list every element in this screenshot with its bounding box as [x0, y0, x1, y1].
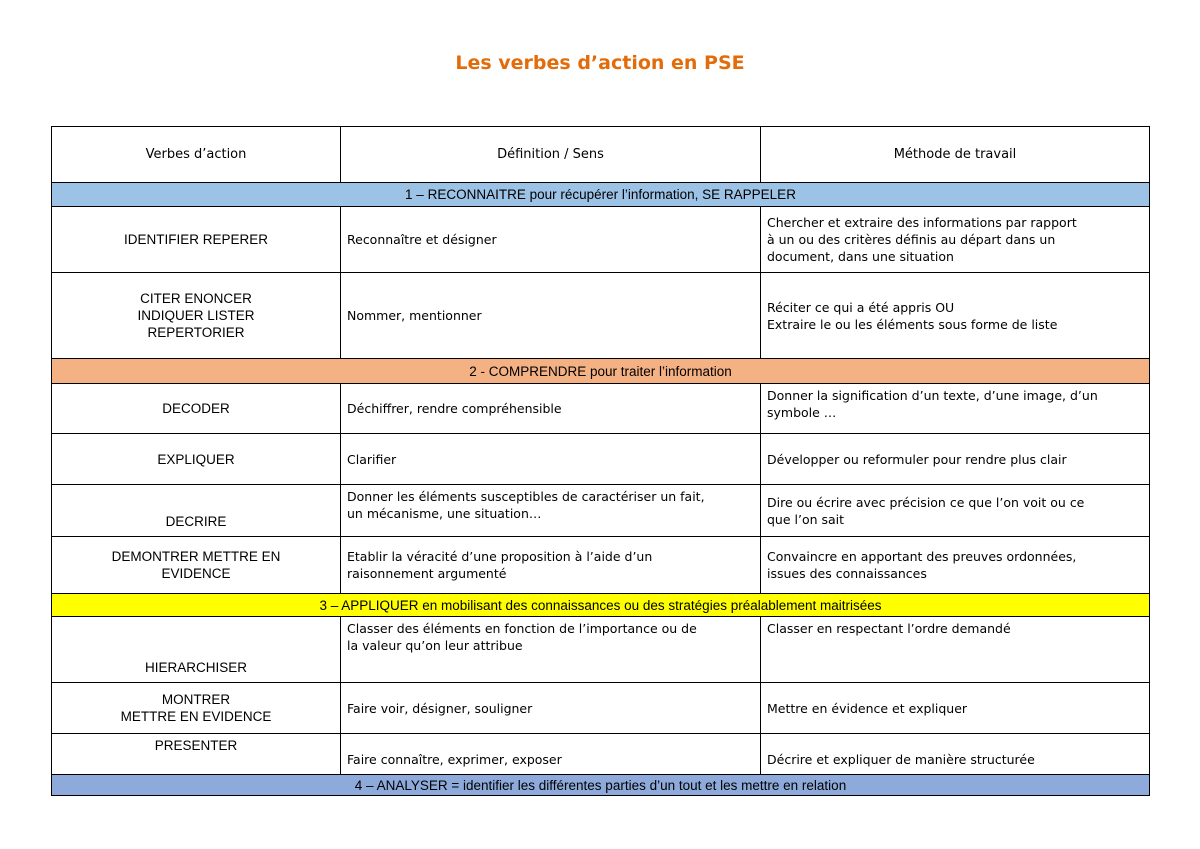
table-row	[52, 384, 1150, 434]
method-line: Chercher et extraire des informations par rapport	[767, 215, 1077, 230]
method-cell	[761, 485, 1150, 537]
definition-cell	[341, 537, 761, 594]
verb-cell	[52, 734, 341, 775]
table-row	[52, 485, 1150, 537]
verb-line: CITER ENONCER	[140, 291, 252, 306]
verb-cell	[52, 273, 341, 359]
method-line: Développer ou reformuler pour rendre plus clair	[767, 451, 1067, 467]
definition-cell	[341, 434, 761, 485]
method-line: Classer en respectant l’ordre demandé	[767, 621, 1011, 636]
method-line: document, dans une situation	[767, 249, 954, 264]
definition-line: Déchiffrer, rendre compréhensible	[347, 401, 562, 416]
section-row-4	[52, 775, 1150, 796]
method-line: à un ou des critères définis au départ dans un	[767, 232, 1056, 247]
header-method: Méthode de travail	[761, 127, 1150, 183]
definition-line: Classer des éléments en fonction de l’importance ou de	[347, 621, 697, 636]
document-title: Les verbes d’action en PSE	[455, 52, 745, 74]
verb-line: DEMONTRER METTRE EN	[111, 549, 281, 564]
verb-cell	[52, 537, 341, 594]
section-label-1: 1 – RECONNAITRE pour récupérer l’information, SE RAPPELER	[52, 183, 1150, 207]
verb-line: IDENTIFIER REPERER	[123, 232, 269, 247]
method-line: Donner la signification d’un texte, d’une image, d’un	[767, 388, 1098, 403]
table-row	[52, 273, 1150, 359]
method-cell	[761, 617, 1150, 683]
definition-line: Reconnaître et désigner	[347, 232, 497, 247]
section-row-2	[52, 359, 1150, 384]
section-label-3: 3 – APPLIQUER en mobilisant des connaissances ou des stratégies préalablement maitrisées	[52, 594, 1150, 617]
verb-cell	[52, 384, 341, 434]
verb-cell	[52, 683, 341, 734]
definition-cell	[341, 273, 761, 359]
verb-line: REPERTORIER	[147, 325, 245, 340]
method-line: symbole …	[767, 405, 837, 420]
method-line: Mettre en évidence et expliquer	[767, 700, 968, 716]
verb-line: HIERARCHISER	[144, 660, 247, 675]
verb-cell	[52, 434, 341, 485]
method-cell	[761, 434, 1150, 485]
section-label-4: 4 – ANALYSER = identifier les différentes parties d’un tout et les mettre en relation	[52, 775, 1150, 796]
definition-cell	[341, 683, 761, 734]
definition-line: Etablir la véracité d’une proposition à l’aide d’un	[347, 549, 653, 564]
verb-line: EXPLIQUER	[157, 451, 235, 467]
definition-cell	[341, 617, 761, 683]
definition-line: raisonnement argumenté	[347, 566, 507, 581]
method-cell	[761, 537, 1150, 594]
definition-line: Faire voir, désigner, souligner	[347, 700, 533, 716]
verb-line: EVIDENCE	[161, 566, 231, 581]
method-line: Décrire et expliquer de manière structurée	[767, 752, 1035, 767]
definition-line: Donner les éléments susceptibles de caractériser un fait,	[347, 489, 705, 504]
definition-line: Faire connaître, exprimer, exposer	[347, 752, 562, 767]
header-verbs: Verbes d’action	[52, 127, 341, 183]
table-row	[52, 617, 1150, 683]
table-row	[52, 434, 1150, 485]
definition-cell	[341, 734, 761, 775]
table-row	[52, 207, 1150, 273]
method-cell	[761, 683, 1150, 734]
method-line: Dire ou écrire avec précision ce que l’on voit ou ce	[767, 494, 1085, 510]
method-cell	[761, 734, 1150, 775]
definition-cell	[341, 485, 761, 537]
method-line: Extraire le ou les éléments sous forme de liste	[767, 316, 1058, 332]
method-line: Convaincre en apportant des preuves ordonnées,	[767, 549, 1077, 564]
table-row	[52, 734, 1150, 775]
definition-line: Nommer, mentionner	[347, 308, 482, 323]
method-cell	[761, 273, 1150, 359]
definition-line: un mécanisme, une situation…	[347, 506, 542, 521]
definition-cell	[341, 384, 761, 434]
verb-line: METTRE EN EVIDENCE	[120, 709, 272, 724]
section-label-2: 2 - COMPRENDRE pour traiter l’information	[52, 359, 1150, 384]
verb-line: PRESENTER	[154, 738, 238, 753]
verb-line: DECODER	[162, 401, 230, 416]
definition-cell	[341, 207, 761, 273]
table-row	[52, 683, 1150, 734]
verb-line: INDIQUER LISTER	[137, 308, 255, 323]
section-row-3	[52, 594, 1150, 617]
section-row-1	[52, 183, 1150, 207]
verb-line: MONTRER	[161, 692, 231, 707]
verb-cell	[52, 485, 341, 537]
definition-line: la valeur qu’on leur attribue	[347, 638, 523, 653]
verb-cell	[52, 207, 341, 273]
method-line: que l’on sait	[767, 511, 845, 527]
method-cell	[761, 207, 1150, 273]
header-row	[52, 127, 1150, 183]
verb-line: DECRIRE	[165, 514, 227, 529]
verb-cell	[52, 617, 341, 683]
header-definition: Définition / Sens	[341, 127, 761, 183]
method-line: issues des connaissances	[767, 566, 927, 581]
method-cell	[761, 384, 1150, 434]
table-row	[52, 537, 1150, 594]
method-line: Réciter ce qui a été appris OU	[767, 299, 955, 315]
definition-line: Clarifier	[347, 451, 397, 467]
action-verbs-table	[51, 126, 1150, 796]
